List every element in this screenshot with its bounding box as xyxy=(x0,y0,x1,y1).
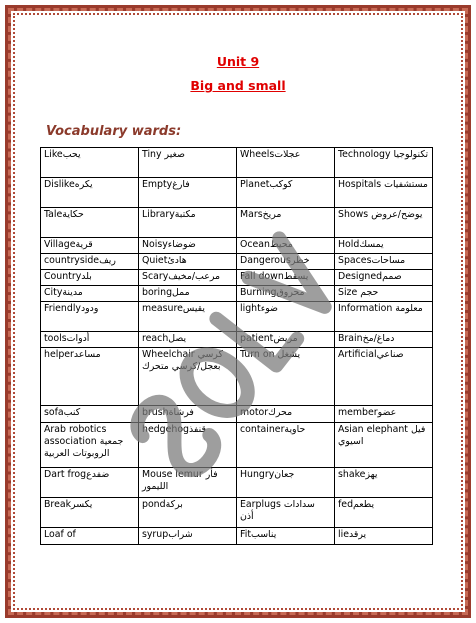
vocab-cell: Planetكوكب xyxy=(237,178,335,208)
vocab-cell: Friendlyودود xyxy=(41,302,139,332)
table-row xyxy=(41,406,433,423)
vocab-cell: Libraryمكتبة xyxy=(139,208,237,238)
vocab-cell: Fall downيسقط xyxy=(237,270,335,286)
unit-title: Unit 9 xyxy=(216,54,260,69)
vocab-cell: syrupشراب xyxy=(139,528,237,545)
vocab-cell: motorمحرك xyxy=(237,406,335,423)
vocab-cell: Designedصمم xyxy=(335,270,433,286)
vocab-cell: measureيقيس xyxy=(139,302,237,332)
vocab-cell: lightضوء xyxy=(237,302,335,332)
vocab-cell: Tiny صغير xyxy=(139,148,237,178)
vocab-cell: memberعضو xyxy=(335,406,433,423)
vocabulary-table-body xyxy=(41,148,433,545)
vocab-cell: helperمساعد xyxy=(41,348,139,406)
vocab-cell: Countryبلد xyxy=(41,270,139,286)
table-row xyxy=(41,332,433,348)
vocab-cell: Cityمدينة xyxy=(41,286,139,302)
vocab-cell: toolsأدوات xyxy=(41,332,139,348)
vocab-cell: containerحاوية xyxy=(237,423,335,468)
vocab-cell: Asian elephant فيل اسيوي xyxy=(335,423,433,468)
vocab-cell: Size حجم xyxy=(335,286,433,302)
vocab-cell: fedيطعم xyxy=(335,498,433,528)
vocab-cell: countrysideريف xyxy=(41,254,139,270)
vocab-cell: reachيصل xyxy=(139,332,237,348)
vocab-cell: Turn on يشغل xyxy=(237,348,335,406)
vocab-cell: hedgehogقنفذ xyxy=(139,423,237,468)
table-row xyxy=(41,148,433,178)
vocab-cell: Artificialصناعي xyxy=(335,348,433,406)
vocab-cell: Villageقرية xyxy=(41,238,139,254)
vocab-cell: Hospitals مستشفيات xyxy=(335,178,433,208)
vocab-cell: Emptyفارغ xyxy=(139,178,237,208)
table-row xyxy=(41,208,433,238)
vocab-cell: patientمريض xyxy=(237,332,335,348)
table-row xyxy=(41,528,433,545)
vocab-cell: Noisyضوضاء xyxy=(139,238,237,254)
vocab-cell: Technology تكنولوجيا xyxy=(335,148,433,178)
vocab-cell: Scaryمرعب/مخيف xyxy=(139,270,237,286)
vocab-cell: Spacesمساحات xyxy=(335,254,433,270)
vocab-cell: Hungryجعان xyxy=(237,468,335,498)
vocabulary-table xyxy=(40,147,433,545)
vocab-cell: Holdيمسك xyxy=(335,238,433,254)
table-row xyxy=(41,302,433,332)
vocab-cell: Fitيناسب xyxy=(237,528,335,545)
vocab-cell: shakeيهز xyxy=(335,468,433,498)
vocab-cell: Information معلومة xyxy=(335,302,433,332)
vocab-cell: Quietهادئ xyxy=(139,254,237,270)
table-row xyxy=(41,238,433,254)
vocab-cell: Loaf of xyxy=(41,528,139,545)
vocab-cell: Taleحكاية xyxy=(41,208,139,238)
vocab-cell: Mouse lemur فأر الليمور xyxy=(139,468,237,498)
vocab-cell: Likeيحب xyxy=(41,148,139,178)
vocab-cell: Dangerousخطر xyxy=(237,254,335,270)
vocab-cell: Earplugs سدادات أذن xyxy=(237,498,335,528)
vocab-cell: Arab robotics association جمعية الروبوتات العربية xyxy=(41,423,139,468)
table-row xyxy=(41,270,433,286)
watermark-text: SOLV xyxy=(238,480,242,481)
table-row xyxy=(41,423,433,468)
lesson-title: Big and small xyxy=(190,78,286,93)
vocab-cell: Marsمريخ xyxy=(237,208,335,238)
vocab-cell: sofaكنب xyxy=(41,406,139,423)
vocab-cell: Dart frogضفدع xyxy=(41,468,139,498)
table-row xyxy=(41,178,433,208)
vocab-cell: Burningمحروق xyxy=(237,286,335,302)
table-row xyxy=(41,348,433,406)
vocab-cell: pondبركة xyxy=(139,498,237,528)
vocab-cell: lieيرقد xyxy=(335,528,433,545)
vocab-cell: Shows يوضح/عروض xyxy=(335,208,433,238)
vocab-cell: Brainدماغ/مخ xyxy=(335,332,433,348)
vocab-cell: boringممل xyxy=(139,286,237,302)
vocab-cell: Oceanمحيط xyxy=(237,238,335,254)
vocab-cell: Wheelchair كرسي بعجل/كرسي متحرك xyxy=(139,348,237,406)
table-row xyxy=(41,468,433,498)
vocab-cell: Dislikeيكره xyxy=(41,178,139,208)
table-row xyxy=(41,498,433,528)
table-row xyxy=(41,254,433,270)
vocab-cell: Breakيكسر xyxy=(41,498,139,528)
vocabulary-heading: Vocabulary wards: xyxy=(46,124,182,139)
table-row xyxy=(41,286,433,302)
vocab-cell: brushفرشاة xyxy=(139,406,237,423)
vocab-cell: Wheelsعجلات xyxy=(237,148,335,178)
